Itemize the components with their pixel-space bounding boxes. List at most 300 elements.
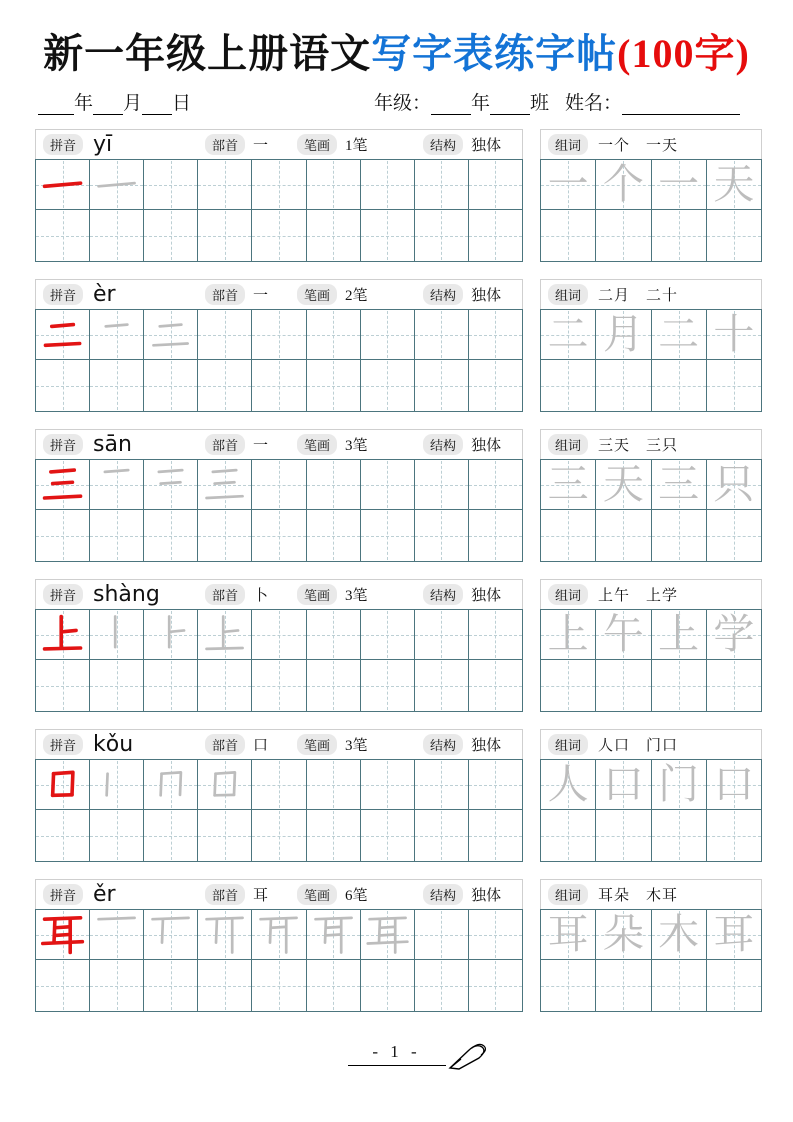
character-grid — [35, 159, 523, 262]
grid-cell — [468, 460, 522, 509]
page-number: - 1 - — [372, 1042, 421, 1061]
words-practice-row — [541, 359, 761, 411]
grid-cell — [414, 360, 468, 411]
stroke-count-value: 6笔 — [345, 888, 368, 904]
pen-icon — [448, 1040, 492, 1070]
grid-cell — [360, 810, 414, 861]
words-value: 人口 门口 — [598, 738, 679, 754]
words-panel — [540, 729, 762, 863]
radical-label: 部首 — [205, 734, 245, 755]
grid-cell — [595, 760, 650, 809]
date-line — [38, 88, 191, 115]
grid-cell — [414, 160, 468, 209]
grid-cell — [414, 960, 468, 1011]
character-panel-header — [35, 579, 523, 609]
word-character: 二 — [547, 311, 589, 357]
pinyin-label: 拼音 — [43, 734, 83, 755]
grid-cell — [414, 510, 468, 561]
grid-cell — [414, 610, 468, 659]
words-panel-header — [540, 579, 762, 609]
word-character: 天 — [602, 461, 644, 507]
grid-cell — [360, 510, 414, 561]
grid-cell — [595, 810, 650, 861]
footer-line — [348, 1065, 446, 1066]
stroke-count-value: 1笔 — [345, 138, 368, 154]
practice-row-4 — [0, 579, 793, 713]
pinyin-label: 拼音 — [43, 134, 83, 155]
date-year-label: 年 — [74, 93, 94, 114]
radical-value: 卜 — [253, 588, 269, 604]
grid-cell — [36, 610, 89, 659]
word-character: 天 — [713, 161, 755, 207]
words-main-row — [541, 460, 761, 509]
character-panel — [35, 279, 523, 413]
structure-value: 独体 — [471, 588, 502, 604]
grid-cell — [89, 660, 143, 711]
grid-cell — [306, 660, 360, 711]
grid-cell — [414, 210, 468, 261]
words-main-row — [541, 160, 761, 209]
grid-cell — [706, 910, 761, 959]
character-strokes — [39, 162, 86, 207]
character-strokes — [93, 162, 140, 207]
character-strokes — [201, 462, 248, 507]
word-character: 上 — [547, 611, 589, 657]
character-panel-header — [35, 279, 523, 309]
grid-cell — [251, 310, 305, 359]
grid-cell — [468, 760, 522, 809]
grid-cell — [306, 510, 360, 561]
character-strokes — [147, 762, 194, 807]
pinyin-value: sān — [93, 432, 132, 457]
grid-cell — [89, 610, 143, 659]
character-strokes — [364, 912, 411, 957]
grid-cell — [89, 960, 143, 1011]
pinyin-value: èr — [93, 282, 116, 307]
words-practice-row — [541, 209, 761, 261]
word-character: 只 — [713, 461, 755, 507]
grid-cell — [251, 460, 305, 509]
grid-cell — [414, 810, 468, 861]
grid-cell — [89, 760, 143, 809]
grid-cell — [360, 210, 414, 261]
word-character: 口 — [602, 761, 644, 807]
radical-label: 部首 — [205, 584, 245, 605]
word-character: 木 — [658, 911, 700, 957]
character-panel — [35, 729, 523, 863]
words-grid — [540, 609, 762, 712]
grid-cell — [306, 310, 360, 359]
grid-cell — [197, 910, 251, 959]
words-panel — [540, 879, 762, 1013]
date-month-blank — [93, 95, 123, 115]
grid-cell — [197, 760, 251, 809]
grid-cell — [251, 360, 305, 411]
grid-cell — [36, 460, 89, 509]
title-blue: 写字表练字帖 — [371, 31, 618, 76]
structure-value: 独体 — [471, 138, 502, 154]
stroke-count-value: 2笔 — [345, 288, 368, 304]
grid-cell — [706, 810, 761, 861]
practice-row-5 — [0, 729, 793, 863]
grid-cell — [651, 160, 706, 209]
word-character: 二 — [658, 311, 700, 357]
character-panel — [35, 129, 523, 263]
character-grid — [35, 759, 523, 862]
date-day-blank — [142, 95, 172, 115]
character-strokes — [93, 912, 140, 957]
words-grid — [540, 459, 762, 562]
grid-cell — [706, 660, 761, 711]
grid-cell — [595, 160, 650, 209]
grid-cell — [360, 160, 414, 209]
grid-cell — [306, 160, 360, 209]
radical-value: 一 — [253, 288, 269, 304]
grid-cell — [595, 610, 650, 659]
character-grid — [35, 309, 523, 412]
radical-value: 耳 — [253, 888, 269, 904]
word-character: 三 — [547, 461, 589, 507]
date-day-label: 日 — [172, 93, 192, 114]
pinyin-value: shàng — [93, 582, 160, 607]
character-strokes — [93, 312, 140, 357]
class-blank — [490, 95, 530, 115]
structure-value: 独体 — [471, 888, 502, 904]
character-grid — [35, 459, 523, 562]
grid-cell — [306, 960, 360, 1011]
grid-cell — [706, 610, 761, 659]
grid-cell — [360, 310, 414, 359]
grid-cell — [706, 310, 761, 359]
words-value: 耳朵 木耳 — [598, 888, 679, 904]
grid-cell — [468, 160, 522, 209]
character-practice-row — [36, 809, 522, 861]
name-label: 姓名： — [565, 93, 623, 114]
grid-cell — [468, 360, 522, 411]
grid-cell — [468, 960, 522, 1011]
character-main-row — [36, 910, 522, 959]
grid-cell — [651, 510, 706, 561]
grid-cell — [143, 210, 197, 261]
grid-cell — [143, 360, 197, 411]
words-label: 组词 — [548, 284, 588, 305]
grid-cell — [414, 460, 468, 509]
words-practice-row — [541, 659, 761, 711]
words-panel-header — [540, 129, 762, 159]
words-practice-row — [541, 509, 761, 561]
grid-cell — [595, 910, 650, 959]
word-character: 午 — [602, 611, 644, 657]
page-title — [0, 22, 793, 79]
grid-cell — [306, 610, 360, 659]
word-character: 学 — [713, 611, 755, 657]
words-panel — [540, 279, 762, 413]
grid-cell — [197, 960, 251, 1011]
character-main-row — [36, 760, 522, 809]
word-character: 个 — [602, 161, 644, 207]
grid-cell — [541, 160, 595, 209]
character-main-row — [36, 160, 522, 209]
grid-cell — [306, 210, 360, 261]
grid-cell — [414, 310, 468, 359]
grid-cell — [143, 760, 197, 809]
character-strokes — [39, 312, 86, 357]
grid-cell — [251, 760, 305, 809]
name-blank — [622, 95, 740, 115]
grid-cell — [197, 310, 251, 359]
words-value: 三天 三只 — [598, 438, 679, 454]
stroke-count-label: 笔画 — [297, 734, 337, 755]
character-strokes — [201, 612, 248, 657]
word-character: 三 — [658, 461, 700, 507]
words-grid — [540, 759, 762, 862]
grid-cell — [36, 310, 89, 359]
grid-cell — [595, 660, 650, 711]
stroke-count-value: 3笔 — [345, 588, 368, 604]
grid-cell — [306, 810, 360, 861]
grid-cell — [143, 310, 197, 359]
words-label: 组词 — [548, 134, 588, 155]
grade-blank — [431, 95, 471, 115]
character-main-row — [36, 610, 522, 659]
grid-cell — [541, 660, 595, 711]
grid-cell — [651, 660, 706, 711]
word-character: 一 — [547, 161, 589, 207]
grid-cell — [89, 160, 143, 209]
student-info-line — [374, 88, 740, 115]
grid-cell — [360, 960, 414, 1011]
grade-year-label: 年 — [471, 93, 491, 114]
words-grid — [540, 159, 762, 262]
radical-label: 部首 — [205, 284, 245, 305]
grid-cell — [468, 910, 522, 959]
grid-cell — [143, 660, 197, 711]
word-character: 口 — [713, 761, 755, 807]
grid-cell — [651, 910, 706, 959]
character-strokes — [201, 912, 248, 957]
grid-cell — [651, 360, 706, 411]
grid-cell — [414, 760, 468, 809]
words-practice-row — [541, 959, 761, 1011]
grid-cell — [541, 960, 595, 1011]
words-value: 一个 一天 — [598, 138, 679, 154]
grid-cell — [143, 960, 197, 1011]
grid-cell — [36, 910, 89, 959]
grid-cell — [414, 910, 468, 959]
pinyin-value: yī — [93, 132, 113, 157]
character-practice-row — [36, 509, 522, 561]
grid-cell — [36, 660, 89, 711]
words-panel-header — [540, 729, 762, 759]
grid-cell — [360, 660, 414, 711]
grid-cell — [251, 210, 305, 261]
grid-cell — [360, 910, 414, 959]
pinyin-label: 拼音 — [43, 584, 83, 605]
grid-cell — [706, 460, 761, 509]
word-character: 十 — [713, 311, 755, 357]
grid-cell — [651, 610, 706, 659]
grid-cell — [360, 610, 414, 659]
words-grid — [540, 909, 762, 1012]
grid-cell — [197, 610, 251, 659]
grid-cell — [595, 460, 650, 509]
structure-label: 结构 — [423, 884, 463, 905]
grid-cell — [251, 510, 305, 561]
grid-cell — [651, 460, 706, 509]
character-grid — [35, 609, 523, 712]
grid-cell — [197, 360, 251, 411]
practice-row-2 — [0, 279, 793, 413]
grid-cell — [89, 810, 143, 861]
grid-cell — [595, 510, 650, 561]
practice-row-3 — [0, 429, 793, 563]
words-main-row — [541, 760, 761, 809]
character-practice-row — [36, 209, 522, 261]
grid-cell — [143, 510, 197, 561]
structure-label: 结构 — [423, 134, 463, 155]
grid-cell — [251, 610, 305, 659]
radical-value: 口 — [253, 738, 269, 754]
character-strokes — [39, 462, 86, 507]
character-strokes — [93, 462, 140, 507]
grid-cell — [36, 160, 89, 209]
radical-label: 部首 — [205, 434, 245, 455]
grid-cell — [541, 610, 595, 659]
word-character: 上 — [658, 611, 700, 657]
grid-cell — [251, 660, 305, 711]
structure-value: 独体 — [471, 738, 502, 754]
grid-cell — [36, 810, 89, 861]
character-practice-row — [36, 359, 522, 411]
pinyin-value: ěr — [93, 882, 116, 907]
grid-cell — [197, 160, 251, 209]
radical-value: 一 — [253, 438, 269, 454]
grid-cell — [468, 810, 522, 861]
grid-cell — [595, 310, 650, 359]
character-strokes — [39, 912, 86, 957]
stroke-count-label: 笔画 — [297, 434, 337, 455]
grid-cell — [468, 310, 522, 359]
character-panel-header — [35, 129, 523, 159]
grid-cell — [360, 360, 414, 411]
class-label: 班 — [530, 93, 550, 114]
grid-cell — [36, 960, 89, 1011]
grid-cell — [143, 810, 197, 861]
grid-cell — [143, 610, 197, 659]
grid-cell — [143, 460, 197, 509]
character-panel — [35, 879, 523, 1013]
title-red: (100字) — [617, 31, 750, 76]
character-main-row — [36, 310, 522, 359]
words-value: 上午 上学 — [598, 588, 679, 604]
practice-row-6 — [0, 879, 793, 1013]
word-character: 朵 — [602, 911, 644, 957]
grade-label: 年级： — [374, 93, 432, 114]
stroke-count-label: 笔画 — [297, 584, 337, 605]
grid-cell — [251, 910, 305, 959]
character-strokes — [310, 912, 357, 957]
grid-cell — [36, 510, 89, 561]
grid-cell — [143, 910, 197, 959]
words-panel-header — [540, 879, 762, 909]
grid-cell — [360, 760, 414, 809]
grid-cell — [651, 960, 706, 1011]
words-panel-header — [540, 279, 762, 309]
grid-cell — [595, 210, 650, 261]
words-label: 组词 — [548, 584, 588, 605]
grid-cell — [651, 210, 706, 261]
pinyin-label: 拼音 — [43, 434, 83, 455]
grid-cell — [360, 460, 414, 509]
word-character: 门 — [658, 761, 700, 807]
character-main-row — [36, 460, 522, 509]
structure-value: 独体 — [471, 288, 502, 304]
word-character: 耳 — [713, 911, 755, 957]
grid-cell — [197, 510, 251, 561]
grid-cell — [706, 510, 761, 561]
stroke-count-value: 3笔 — [345, 438, 368, 454]
grid-cell — [89, 210, 143, 261]
words-practice-row — [541, 809, 761, 861]
character-strokes — [147, 462, 194, 507]
pinyin-value: kǒu — [93, 732, 134, 757]
character-panel-header — [35, 879, 523, 909]
words-panel — [540, 429, 762, 563]
grid-cell — [468, 660, 522, 711]
structure-label: 结构 — [423, 584, 463, 605]
grid-cell — [89, 360, 143, 411]
stroke-count-label: 笔画 — [297, 884, 337, 905]
radical-label: 部首 — [205, 134, 245, 155]
character-panel-header — [35, 429, 523, 459]
grid-cell — [706, 360, 761, 411]
grid-cell — [306, 460, 360, 509]
character-strokes — [201, 762, 248, 807]
word-character: 一 — [658, 161, 700, 207]
grid-cell — [595, 360, 650, 411]
grid-cell — [595, 960, 650, 1011]
grid-cell — [306, 760, 360, 809]
practice-row-1 — [0, 129, 793, 263]
word-character: 人 — [547, 761, 589, 807]
grid-cell — [541, 310, 595, 359]
character-panel — [35, 429, 523, 563]
grid-cell — [651, 810, 706, 861]
words-main-row — [541, 610, 761, 659]
words-panel-header — [540, 429, 762, 459]
words-main-row — [541, 310, 761, 359]
title-black: 新一年级上册语文 — [43, 31, 372, 76]
pinyin-label: 拼音 — [43, 884, 83, 905]
character-strokes — [147, 912, 194, 957]
grid-cell — [197, 660, 251, 711]
grid-cell — [468, 210, 522, 261]
character-panel-header — [35, 729, 523, 759]
structure-label: 结构 — [423, 434, 463, 455]
character-strokes — [147, 612, 194, 657]
grid-cell — [36, 760, 89, 809]
stroke-count-label: 笔画 — [297, 134, 337, 155]
character-grid — [35, 909, 523, 1012]
grid-cell — [306, 360, 360, 411]
words-grid — [540, 309, 762, 412]
radical-value: 一 — [253, 138, 269, 154]
grid-cell — [651, 760, 706, 809]
grid-cell — [651, 310, 706, 359]
grid-cell — [197, 210, 251, 261]
words-panel — [540, 579, 762, 713]
grid-cell — [541, 910, 595, 959]
